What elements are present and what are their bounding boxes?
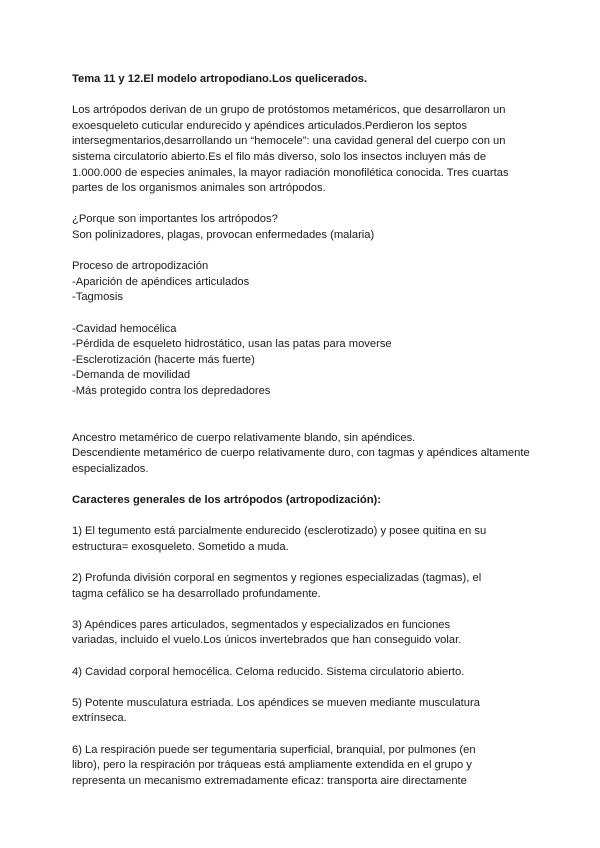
text-line: 4) Cavidad corporal hemocélica. Celoma reducido. Sistema circulatorio abierto. xyxy=(72,665,465,678)
text-line: variadas, incluido el vuelo.Los únicos invertebrados que han conseguido volar. xyxy=(72,634,462,647)
text-line: libro), pero la respiración por tráqueas está ampliamente extendida en el grupo y xyxy=(72,759,472,772)
character-item xyxy=(72,743,532,790)
character-item xyxy=(72,524,532,555)
list-item: -Esclerotización (hacerte más fuerte) xyxy=(72,353,255,366)
list-item: -Cavidad hemocélica xyxy=(72,322,177,335)
list-item: -Demanda de movilidad xyxy=(72,369,191,382)
list-item: -Pérdida de esqueleto hidrostático, usan las patas para moverse xyxy=(72,338,392,351)
character-item xyxy=(72,618,532,649)
text-line: 5) Potente musculatura estriada. Los apéndices se mueven mediante musculatura xyxy=(72,696,480,709)
section-heading: Caracteres generales de los artrópodos (artropodización): xyxy=(72,494,381,507)
process-list xyxy=(72,259,532,306)
text-line: estructura= exosqueleto. Sometido a muda. xyxy=(72,540,289,553)
character-item xyxy=(72,696,532,727)
importance-paragraph xyxy=(72,212,532,243)
document-title: Tema 11 y 12.El modelo artropodiano.Los quelicerados. xyxy=(72,73,368,85)
text-line: 1.000.000 de especies animales, la mayor radiación monofilética conocida. Tres cuartas xyxy=(72,166,509,179)
text-line: partes de los organismos animales son artrópodos. xyxy=(72,182,326,195)
document-body xyxy=(72,72,532,805)
list-item: -Tagmosis xyxy=(72,291,123,304)
list-heading: Proceso de artropodización xyxy=(72,260,209,273)
answer-line: Son polinizadores, plagas, provocan enfermedades (malaria) xyxy=(72,228,375,241)
text-line: representa un mecanismo extremadamente eficaz: transporta aire directamente xyxy=(72,774,467,787)
text-line: extrínseca. xyxy=(72,712,127,725)
character-item xyxy=(72,665,532,681)
character-item xyxy=(72,571,532,602)
text-line: especializados. xyxy=(72,462,149,475)
text-line: tagma cefálico se ha desarrollado profundamente. xyxy=(72,587,321,600)
intro-paragraph xyxy=(72,103,532,197)
consequences-list xyxy=(72,322,532,400)
spacer xyxy=(72,415,532,431)
text-line: exoesqueleto cuticular endurecido y apéndices articulados.Perdieron los septos xyxy=(72,119,467,132)
text-line: 2) Profunda división corporal en segmentos y regiones especializadas (tagmas), el xyxy=(72,572,482,584)
list-item: -Aparición de apéndices articulados xyxy=(72,275,250,288)
text-line: 6) La respiración puede ser tegumentaria superficial, branquial, por pulmones (en xyxy=(72,743,476,756)
text-line: 1) El tegumento está parcialmente endurecido (esclerotizado) y posee quitina en su xyxy=(72,525,487,538)
text-line: 3) Apéndices pares articulados, segmentados y especializados en funciones xyxy=(72,618,451,631)
text-line: Descendiente metamérico de cuerpo relativamente duro, con tagmas y apéndices altamente xyxy=(72,447,530,460)
ancestor-paragraph xyxy=(72,431,532,478)
text-line: intersegmentarios,desarrollando un “hemocele”: una cavidad general del cuerpo con un xyxy=(72,135,506,148)
text-line: Ancestro metamérico de cuerpo relativamente blando, sin apéndices. xyxy=(72,431,416,444)
list-item: -Más protegido contra los depredadores xyxy=(72,384,271,397)
text-line: Los artrópodos derivan de un grupo de protóstomos metaméricos, que desarrollaron un xyxy=(72,104,506,117)
text-line: sistema circulatorio abierto.Es el filo más diverso, solo los insectos incluyen más de xyxy=(72,150,487,163)
question-line: ¿Porque son importantes los artrópodos? xyxy=(72,213,278,226)
